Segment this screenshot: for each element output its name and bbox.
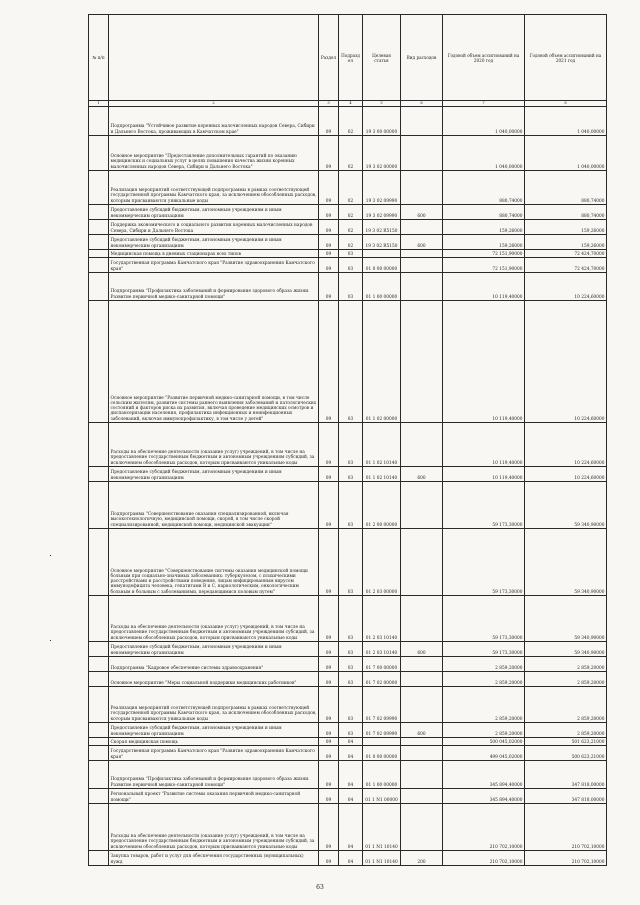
row-sum-2020: 72 151,90000 <box>443 258 525 273</box>
row-sum-2020: 880,74000 <box>443 171 525 205</box>
row-vr: 600 <box>401 642 443 657</box>
row-sum-2020: 500 045,02000 <box>443 738 525 746</box>
header-num: № п/п <box>89 15 109 101</box>
row-csr: 01 2 00 00000 <box>363 482 401 529</box>
row-razdel: 09 <box>319 789 339 804</box>
row-podrazdel: 03 <box>339 529 363 596</box>
table-row <box>89 250 607 258</box>
row-sum-2021: 72 424,70000 <box>525 250 607 258</box>
row-vr <box>401 804 443 851</box>
row-name: Подпрограмма "Профилактика заболеваний и формирование здорового образа жизни. Развитие первичной медико-санитарной помощи" <box>109 273 319 301</box>
row-podrazdel: 03 <box>339 273 363 301</box>
header-sum2021: Годовой объем ассигнований на 2021 год <box>525 15 607 101</box>
row-name: Закупка товаров, работ и услуг для обеспечения государственных (муниципальных) нужд <box>109 851 319 866</box>
column-number: 7 <box>443 101 525 107</box>
row-razdel: 09 <box>319 657 339 672</box>
row-vr: 600 <box>401 235 443 250</box>
row-razdel: 09 <box>319 761 339 789</box>
row-csr: 01 7 02 00000 <box>363 672 401 687</box>
column-number: 1 <box>89 101 109 107</box>
row-csr: 01 2 03 10140 <box>363 596 401 642</box>
row-sum-2021: 72 424,70000 <box>525 258 607 273</box>
row-vr <box>401 250 443 258</box>
row-name: Медицинская помощь в дневных стационарах всех типов <box>109 250 319 258</box>
row-razdel: 09 <box>319 738 339 746</box>
table-row <box>89 136 607 171</box>
row-razdel: 09 <box>319 258 339 273</box>
row-vr <box>401 482 443 529</box>
row-number <box>89 107 109 136</box>
table-row <box>89 723 607 738</box>
row-razdel: 09 <box>319 482 339 529</box>
row-vr: 600 <box>401 723 443 738</box>
table-row <box>89 672 607 687</box>
row-sum-2020: 10 119,40000 <box>443 273 525 301</box>
page-number: 63 <box>316 884 324 891</box>
row-podrazdel: 03 <box>339 250 363 258</box>
row-sum-2020: 2 859,20000 <box>443 687 525 723</box>
row-vr <box>401 529 443 596</box>
row-csr: 01 0 00 00000 <box>363 746 401 761</box>
row-number <box>89 250 109 258</box>
row-podrazdel: 02 <box>339 220 363 235</box>
row-csr: 19 3 02 00000 <box>363 136 401 171</box>
row-razdel: 09 <box>319 672 339 687</box>
row-number <box>89 596 109 642</box>
row-vr <box>401 273 443 301</box>
row-sum-2021: 210 702,10000 <box>525 804 607 851</box>
row-sum-2020: 59 173,30000 <box>443 482 525 529</box>
row-sum-2021: 210 702,10000 <box>525 851 607 866</box>
row-vr <box>401 672 443 687</box>
row-name: Подпрограмма "Кадровое обеспечение системы здравоохранения" <box>109 657 319 672</box>
row-number <box>89 482 109 529</box>
row-vr <box>401 596 443 642</box>
row-name: Предоставление субсидий бюджетным, автономным учреждениям и иным некоммерческим организациям <box>109 723 319 738</box>
column-number: 2 <box>109 101 319 107</box>
row-razdel: 09 <box>319 423 339 467</box>
row-number <box>89 220 109 235</box>
row-csr: 01 1 02 10140 <box>363 423 401 467</box>
row-sum-2020: 72 151,90000 <box>443 250 525 258</box>
row-sum-2020: 1 040,00000 <box>443 107 525 136</box>
scan-mark <box>50 640 51 641</box>
row-name: Государственная программа Камчатского края "Развитие здравоохранения Камчатского края" <box>109 258 319 273</box>
row-vr <box>401 171 443 205</box>
row-sum-2021: 10 224,60000 <box>525 423 607 467</box>
header-name <box>109 15 319 101</box>
row-number <box>89 136 109 171</box>
row-razdel: 09 <box>319 746 339 761</box>
row-name: Основное мероприятие "Совершенствование системы оказания медицинской помощи больным при социально-значимых заболеваниях: туберкулезом, с психическими расстройствами и расстройствами поведения, лицам инфицированным вирусом иммунодефицита человека, гепатитами В и С, наркологическим, онкологическим больным и больным с заболеваниями, передающимися половым путем" <box>109 529 319 596</box>
row-sum-2020: 59 173,30000 <box>443 642 525 657</box>
row-vr <box>401 301 443 423</box>
row-number <box>89 273 109 301</box>
row-sum-2021: 2 859,20000 <box>525 723 607 738</box>
row-vr <box>401 687 443 723</box>
row-podrazdel: 03 <box>339 657 363 672</box>
row-podrazdel: 04 <box>339 789 363 804</box>
table-row <box>89 529 607 596</box>
row-podrazdel: 04 <box>339 761 363 789</box>
row-sum-2021: 347 818,00000 <box>525 789 607 804</box>
row-number <box>89 789 109 804</box>
row-podrazdel: 03 <box>339 301 363 423</box>
row-razdel: 09 <box>319 220 339 235</box>
row-vr <box>401 746 443 761</box>
row-sum-2021: 1 040,00000 <box>525 107 607 136</box>
header-vr: Вид расходов <box>401 15 443 101</box>
row-sum-2021: 880,74000 <box>525 205 607 220</box>
row-sum-2020: 10 119,40000 <box>443 301 525 423</box>
row-number <box>89 171 109 205</box>
row-name: Скорая медицинская помощь <box>109 738 319 746</box>
row-number <box>89 851 109 866</box>
row-sum-2020: 210 702,10000 <box>443 804 525 851</box>
row-vr: 600 <box>401 467 443 482</box>
row-podrazdel: 03 <box>339 258 363 273</box>
row-podrazdel: 04 <box>339 746 363 761</box>
row-name: Расходы на обеспечение деятельности (оказание услуг) учреждений, в том числе на предоставление государственным бюджетным и автономным учреждениям субсидий, за исключением обособленных расходов, которым присваиваются уникальные коды <box>109 423 319 467</box>
row-razdel: 09 <box>319 529 339 596</box>
row-razdel: 09 <box>319 723 339 738</box>
scan-mark <box>50 555 51 556</box>
row-name: Реализация мероприятий соответствующей подпрограммы в рамках соответствующей государственной программы Камчатского края, за исключением обособленных расходов, которым присваиваются уникальные коды <box>109 171 319 205</box>
row-csr: 01 1 N1 10140 <box>363 851 401 866</box>
row-sum-2020: 159,26000 <box>443 220 525 235</box>
row-csr: 01 7 00 00000 <box>363 657 401 672</box>
header-podrazdel: Подраздел <box>339 15 363 101</box>
row-sum-2021: 500 623,21000 <box>525 746 607 761</box>
row-sum-2020: 2 859,20000 <box>443 723 525 738</box>
row-podrazdel: 03 <box>339 672 363 687</box>
row-vr <box>401 107 443 136</box>
row-vr: 200 <box>401 851 443 866</box>
row-sum-2021: 2 859,20000 <box>525 657 607 672</box>
row-csr: 01 0 00 00000 <box>363 258 401 273</box>
row-name: Поддержка экономического и социального развития коренных малочисленных народов Севера, Сибири и Дальнего Востока <box>109 220 319 235</box>
row-sum-2020: 210 702,10000 <box>443 851 525 866</box>
column-number: 4 <box>339 101 363 107</box>
row-razdel: 09 <box>319 136 339 171</box>
row-sum-2021: 501 623,21000 <box>525 738 607 746</box>
row-sum-2021: 2 859,20000 <box>525 672 607 687</box>
row-sum-2021: 10 224,60000 <box>525 273 607 301</box>
row-number <box>89 235 109 250</box>
row-vr <box>401 220 443 235</box>
row-number <box>89 258 109 273</box>
row-sum-2021: 10 224,60000 <box>525 467 607 482</box>
table-row <box>89 205 607 220</box>
row-sum-2021: 2 859,20000 <box>525 687 607 723</box>
row-sum-2020: 2 859,20000 <box>443 657 525 672</box>
row-razdel: 09 <box>319 250 339 258</box>
row-vr <box>401 258 443 273</box>
table-row <box>89 657 607 672</box>
row-csr <box>363 738 401 746</box>
table-row <box>89 761 607 789</box>
row-sum-2021: 159,26000 <box>525 235 607 250</box>
column-number: 6 <box>401 101 443 107</box>
row-sum-2020: 159,26000 <box>443 235 525 250</box>
table-row <box>89 738 607 746</box>
row-name: Основное мероприятие "Развитие первичной медико-санитарной помощи, в том числе сельским жителям, развитие системы раннего выявления заболеваний и патологических состояний и факторов риска их развития, включая проведение медицинских осмотров и диспансеризации населения, профилактика инфекционных и неинфекционных заболеваний, включая иммунопрофилактику, в том числе у детей" <box>109 301 319 423</box>
row-number <box>89 804 109 851</box>
row-podrazdel: 04 <box>339 851 363 866</box>
table-row <box>89 851 607 866</box>
row-csr <box>363 250 401 258</box>
row-name: Региональный проект "Развитие системы оказания первичной медико-санитарной помощи" <box>109 789 319 804</box>
row-razdel: 09 <box>319 851 339 866</box>
row-sum-2021: 59 340,90000 <box>525 642 607 657</box>
row-name: Расходы на обеспечение деятельности (оказание услуг) учреждений, в том числе на предоставление государственным бюджетным и автономным учреждениям субсидий, за исключением обособленных расходов, которым присваиваются уникальные коды <box>109 596 319 642</box>
row-number <box>89 657 109 672</box>
table-row <box>89 258 607 273</box>
row-number <box>89 723 109 738</box>
row-razdel: 09 <box>319 301 339 423</box>
row-csr: 01 1 02 10140 <box>363 467 401 482</box>
row-name: Предоставление субсидий бюджетным, автономным учреждениям и иным некоммерческим организациям <box>109 235 319 250</box>
row-sum-2021: 347 818,00000 <box>525 761 607 789</box>
row-razdel: 09 <box>319 171 339 205</box>
row-podrazdel: 03 <box>339 423 363 467</box>
row-number <box>89 529 109 596</box>
column-number: 3 <box>319 101 339 107</box>
row-number <box>89 672 109 687</box>
row-name: Подпрограмма "Профилактика заболеваний и формирование здорового образа жизни. Развитие первичной медико-санитарной помощи" <box>109 761 319 789</box>
row-csr: 01 2 03 00000 <box>363 529 401 596</box>
row-vr <box>401 761 443 789</box>
row-sum-2020: 10 119,40000 <box>443 467 525 482</box>
row-podrazdel: 03 <box>339 687 363 723</box>
row-podrazdel: 03 <box>339 596 363 642</box>
row-podrazdel: 04 <box>339 738 363 746</box>
row-podrazdel: 02 <box>339 136 363 171</box>
row-name: Предоставление субсидий бюджетным, автономным учреждениям и иным некоммерческим организациям <box>109 642 319 657</box>
row-sum-2021: 159,26000 <box>525 220 607 235</box>
row-number <box>89 642 109 657</box>
row-name: Основное мероприятие "Предоставление дополнительных гарантий по оказанию медицинских и социальных услуг в целях повышения качества жизни коренных малочисленных народов Севера, Сибири и Дальнего Востока" <box>109 136 319 171</box>
row-number <box>89 738 109 746</box>
row-podrazdel: 03 <box>339 482 363 529</box>
row-sum-2020: 59 173,30000 <box>443 596 525 642</box>
row-csr: 19 3 02 09990 <box>363 171 401 205</box>
row-csr: 19 3 02 09990 <box>363 205 401 220</box>
header-razdel: Раздел <box>319 15 339 101</box>
row-vr <box>401 789 443 804</box>
table-row <box>89 107 607 136</box>
row-vr <box>401 423 443 467</box>
row-podrazdel: 03 <box>339 642 363 657</box>
table-row <box>89 746 607 761</box>
row-name: Подпрограмма "Устойчивое развитие коренных малочисленных народов Севера, Сибири и Дальнего Востока, проживающих в Камчатском крае" <box>109 107 319 136</box>
row-sum-2021: 880,74000 <box>525 171 607 205</box>
row-number <box>89 423 109 467</box>
row-podrazdel: 03 <box>339 467 363 482</box>
row-razdel: 09 <box>319 596 339 642</box>
row-vr <box>401 136 443 171</box>
row-sum-2020: 345 894,40000 <box>443 789 525 804</box>
row-name: Основное мероприятие "Меры социальной поддержки медицинских работников" <box>109 672 319 687</box>
table-row <box>89 687 607 723</box>
row-podrazdel: 04 <box>339 804 363 851</box>
row-sum-2020: 345 894,40000 <box>443 761 525 789</box>
table-row <box>89 482 607 529</box>
header-row <box>89 15 607 101</box>
row-name: Подпрограмма "Совершенствование оказания специализированной, включая высокотехнологичную, медицинской помощи, скорой, в том числе скорой специализированной, медицинской помощи, медицинской эвакуации" <box>109 482 319 529</box>
row-name: Предоставление субсидий бюджетным, автономным учреждениям и иным некоммерческим организациям <box>109 205 319 220</box>
row-number <box>89 301 109 423</box>
table-row <box>89 596 607 642</box>
row-razdel: 09 <box>319 804 339 851</box>
header-csr: Целевая статья <box>363 15 401 101</box>
row-razdel: 09 <box>319 467 339 482</box>
row-csr: 01 1 00 00000 <box>363 273 401 301</box>
row-sum-2021: 59 340,90000 <box>525 482 607 529</box>
row-number <box>89 205 109 220</box>
row-csr: 01 7 02 09990 <box>363 723 401 738</box>
row-csr: 19 3 00 00000 <box>363 107 401 136</box>
row-razdel: 09 <box>319 205 339 220</box>
row-razdel: 09 <box>319 642 339 657</box>
header-sum2020: Годовой объем ассигнований на 2020 год <box>443 15 525 101</box>
row-podrazdel: 02 <box>339 205 363 220</box>
table-row <box>89 642 607 657</box>
row-sum-2020: 499 045,02000 <box>443 746 525 761</box>
row-sum-2021: 10 224,60000 <box>525 301 607 423</box>
row-sum-2020: 1 040,00000 <box>443 136 525 171</box>
row-name: Реализация мероприятий соответствующей подпрограммы в рамках соответствующей государственной программы Камчатского края, за исключением обособленных расходов, которым присваиваются уникальные коды <box>109 687 319 723</box>
column-number: 5 <box>363 101 401 107</box>
row-name: Предоставление субсидий бюджетным, автономным учреждениям и иным некоммерческим организациям <box>109 467 319 482</box>
table-row <box>89 301 607 423</box>
row-razdel: 09 <box>319 107 339 136</box>
row-vr <box>401 738 443 746</box>
row-csr: 19 3 02 R5150 <box>363 235 401 250</box>
row-number <box>89 746 109 761</box>
column-number: 8 <box>525 101 607 107</box>
row-sum-2021: 59 340,90000 <box>525 596 607 642</box>
row-csr: 01 2 03 10140 <box>363 642 401 657</box>
row-sum-2020: 2 859,20000 <box>443 672 525 687</box>
table-row <box>89 423 607 467</box>
row-podrazdel: 02 <box>339 107 363 136</box>
row-vr <box>401 657 443 672</box>
row-csr: 01 1 N1 00000 <box>363 789 401 804</box>
row-name: Государственная программа Камчатского края "Развитие здравоохранения Камчатского края" <box>109 746 319 761</box>
row-razdel: 09 <box>319 273 339 301</box>
row-number <box>89 761 109 789</box>
row-podrazdel: 02 <box>339 171 363 205</box>
row-podrazdel: 03 <box>339 723 363 738</box>
row-sum-2021: 1 040,00000 <box>525 136 607 171</box>
row-name: Расходы на обеспечение деятельности (оказание услуг) учреждений, в том числе на предоставление государственным бюджетным и автономным учреждениям субсидий, за исключением обособленных расходов, которым присваиваются уникальные коды <box>109 804 319 851</box>
table-row <box>89 467 607 482</box>
row-sum-2020: 59 173,30000 <box>443 529 525 596</box>
row-csr: 01 1 00 00000 <box>363 761 401 789</box>
row-razdel: 09 <box>319 687 339 723</box>
row-sum-2020: 10 119,40000 <box>443 423 525 467</box>
row-razdel: 09 <box>319 235 339 250</box>
table-row <box>89 789 607 804</box>
row-sum-2021: 59 340,90000 <box>525 529 607 596</box>
table-row <box>89 171 607 205</box>
table-row <box>89 235 607 250</box>
row-vr: 600 <box>401 205 443 220</box>
row-sum-2020: 880,74000 <box>443 205 525 220</box>
row-number <box>89 467 109 482</box>
table-row <box>89 220 607 235</box>
table-row <box>89 273 607 301</box>
row-csr: 01 7 02 09990 <box>363 687 401 723</box>
row-podrazdel: 02 <box>339 235 363 250</box>
row-csr: 01 1 02 00000 <box>363 301 401 423</box>
row-csr: 01 1 N1 10140 <box>363 804 401 851</box>
row-csr: 19 3 02 R5150 <box>363 220 401 235</box>
table-row <box>89 804 607 851</box>
budget-table <box>88 14 607 866</box>
row-number <box>89 687 109 723</box>
